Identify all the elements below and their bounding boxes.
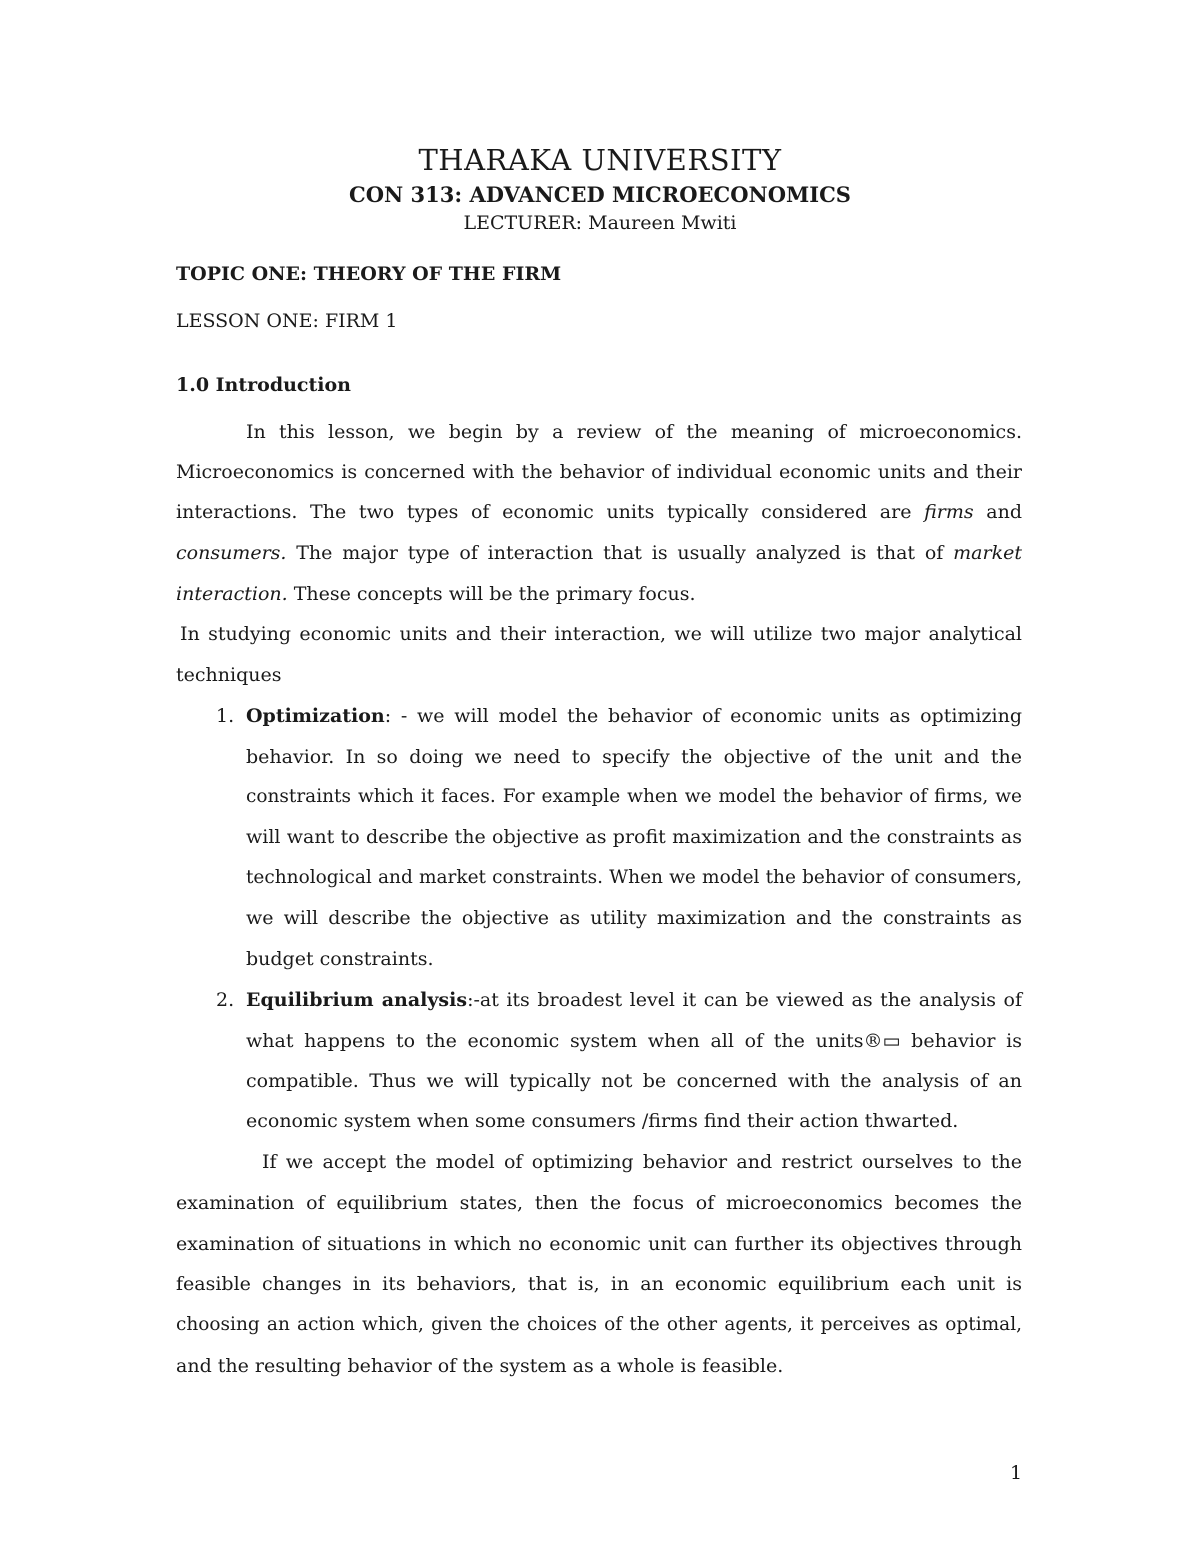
list-item-line: we will describe the objective as utility maximization and the constraints as bbox=[246, 907, 1022, 929]
list-number: 1. bbox=[216, 705, 235, 727]
paragraph1-line: interaction. These concepts will be the primary focus. bbox=[176, 583, 696, 605]
paragraph3-line: examination of situations in which no economic unit can further its objectives through bbox=[176, 1233, 1022, 1255]
paragraph1-line: In this lesson, we begin by a review of the meaning of microeconomics. bbox=[246, 421, 1022, 443]
paragraph3-line: feasible changes in its behaviors, that is, in an economic equilibrium each unit is bbox=[176, 1273, 1022, 1295]
list-item-line: compatible. Thus we will typically not be concerned with the analysis of an bbox=[246, 1070, 1022, 1092]
list-item-line: Optimization: - we will model the behavior of economic units as optimizing bbox=[246, 705, 1022, 727]
paragraph2-line: In studying economic units and their interaction, we will utilize two major analytical bbox=[180, 623, 1022, 645]
lecturer-line: LECTURER: Maureen Mwiti bbox=[463, 212, 737, 234]
list-item-line: what happens to the economic system when all of the units®▭ behavior is bbox=[246, 1030, 1022, 1052]
list-item-line: Equilibrium analysis:-at its broadest level it can be viewed as the analysis of bbox=[246, 989, 1023, 1011]
list-item-line: behavior. In so doing we need to specify the objective of the unit and the bbox=[246, 746, 1022, 768]
paragraph3-line: examination of equilibrium states, then the focus of microeconomics becomes the bbox=[176, 1192, 1022, 1214]
section-heading: 1.0 Introduction bbox=[176, 374, 351, 396]
paragraph1-line: interactions. The two types of economic units typically considered are firms and bbox=[176, 501, 1022, 523]
paragraph1-line: Microeconomics is concerned with the behavior of individual economic units and their bbox=[176, 461, 1022, 483]
list-item-line: budget constraints. bbox=[246, 948, 434, 970]
list-item-line: technological and market constraints. When we model the behavior of consumers, bbox=[246, 867, 1022, 888]
list-item-line: constraints which it faces. For example when we model the behavior of firms, we bbox=[246, 786, 1022, 807]
university-title: THARAKA UNIVERSITY bbox=[418, 143, 782, 177]
paragraph3-line: choosing an action which, given the choices of the other agents, it perceives as optimal, bbox=[176, 1314, 1022, 1335]
paragraph3-line: If we accept the model of optimizing behavior and restrict ourselves to the bbox=[262, 1151, 1022, 1173]
lesson-heading: LESSON ONE: FIRM 1 bbox=[176, 310, 398, 332]
paragraph2-line: techniques bbox=[176, 664, 282, 686]
page-number: 1 bbox=[1010, 1462, 1023, 1484]
list-number: 2. bbox=[216, 989, 235, 1011]
list-item-line: economic system when some consumers /firms find their action thwarted. bbox=[246, 1110, 959, 1132]
list-item-line: will want to describe the objective as profit maximization and the constraints as bbox=[246, 826, 1022, 848]
topic-heading: TOPIC ONE: THEORY OF THE FIRM bbox=[176, 263, 562, 285]
paragraph3-line: and the resulting behavior of the system as a whole is feasible. bbox=[176, 1355, 784, 1377]
course-title: CON 313: ADVANCED MICROECONOMICS bbox=[349, 182, 851, 207]
paragraph1-line: consumers. The major type of interaction that is usually analyzed is that of market bbox=[176, 542, 1022, 564]
